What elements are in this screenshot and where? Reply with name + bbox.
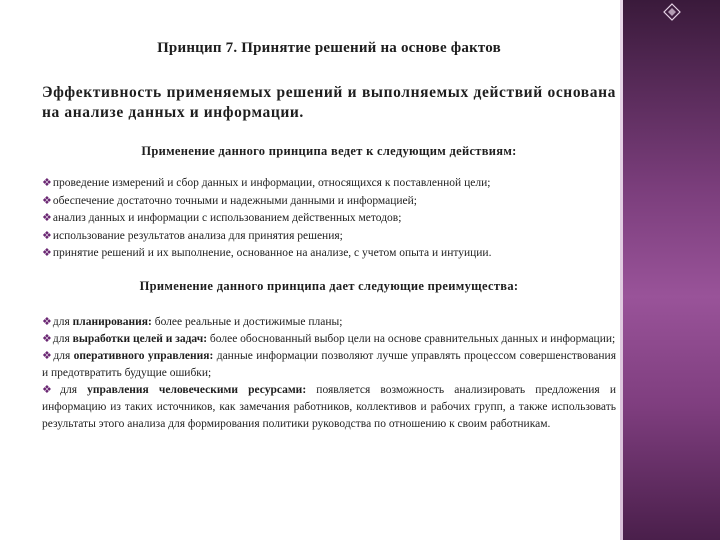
- list-item: ❖использование результатов анализа для принятия решения;: [42, 229, 343, 242]
- corner-ornament-icon: [663, 3, 681, 21]
- diamond-check-bullet-icon: ❖: [42, 212, 52, 225]
- benefits-heading: Применение данного принципа дает следующие преимущества:: [139, 278, 519, 293]
- list-item: ❖для оперативного управления: данные информации позволяют лучше управлять процессом совершенствования и предотвратить будущие ошибки;: [42, 349, 616, 379]
- list-item: ❖для выработки целей и задач: более обоснованный выбор цели на основе сравнительных данных и информации;: [42, 332, 616, 345]
- diamond-check-bullet-icon: ❖: [42, 177, 52, 189]
- slide-title: Принцип 7. Принятие решений на основе фактов: [157, 40, 501, 56]
- diamond-check-bullet-icon: ❖: [42, 315, 52, 328]
- list-item: ❖проведение измерений и сбор данных и информации, относящихся к поставленной цели;: [42, 177, 491, 189]
- diamond-check-bullet-icon: ❖: [42, 247, 52, 260]
- diamond-check-bullet-icon: ❖: [42, 383, 60, 396]
- actions-list: [42, 175, 616, 263]
- list-item: ❖для управления человеческими ресурсами: появляется возможность анализировать предложения и информацию из таких источников, как замечания работников, коллективов и рабочих групп, а также использовать результаты этого анализа для формирования политики руководства по отношению к своим работникам.: [42, 383, 616, 430]
- diamond-check-bullet-icon: ❖: [42, 332, 52, 345]
- lead-statement: Эффективность применяемых решений и выполняемых действий основана на анализе данных и информации.: [42, 84, 616, 121]
- list-item: ❖для планирования: более реальные и достижимые планы;: [42, 315, 343, 328]
- list-item: ❖анализ данных и информации с использованием действенных методов;: [42, 212, 402, 225]
- diamond-check-bullet-icon: ❖: [42, 349, 53, 362]
- decorative-side-band: [623, 0, 720, 540]
- list-item: ❖обеспечение достаточно точными и надежными данными и информацией;: [42, 194, 417, 207]
- diamond-check-bullet-icon: ❖: [42, 229, 52, 242]
- side-band-edge: [620, 0, 623, 540]
- diamond-check-bullet-icon: ❖: [42, 194, 52, 207]
- actions-heading: Применение данного принципа ведет к следующим действиям:: [141, 144, 517, 158]
- list-item: ❖принятие решений и их выполнение, основанное на анализе, с учетом опыта и интуиции.: [42, 247, 492, 260]
- benefits-list: [42, 314, 616, 433]
- slide-content: [42, 40, 616, 433]
